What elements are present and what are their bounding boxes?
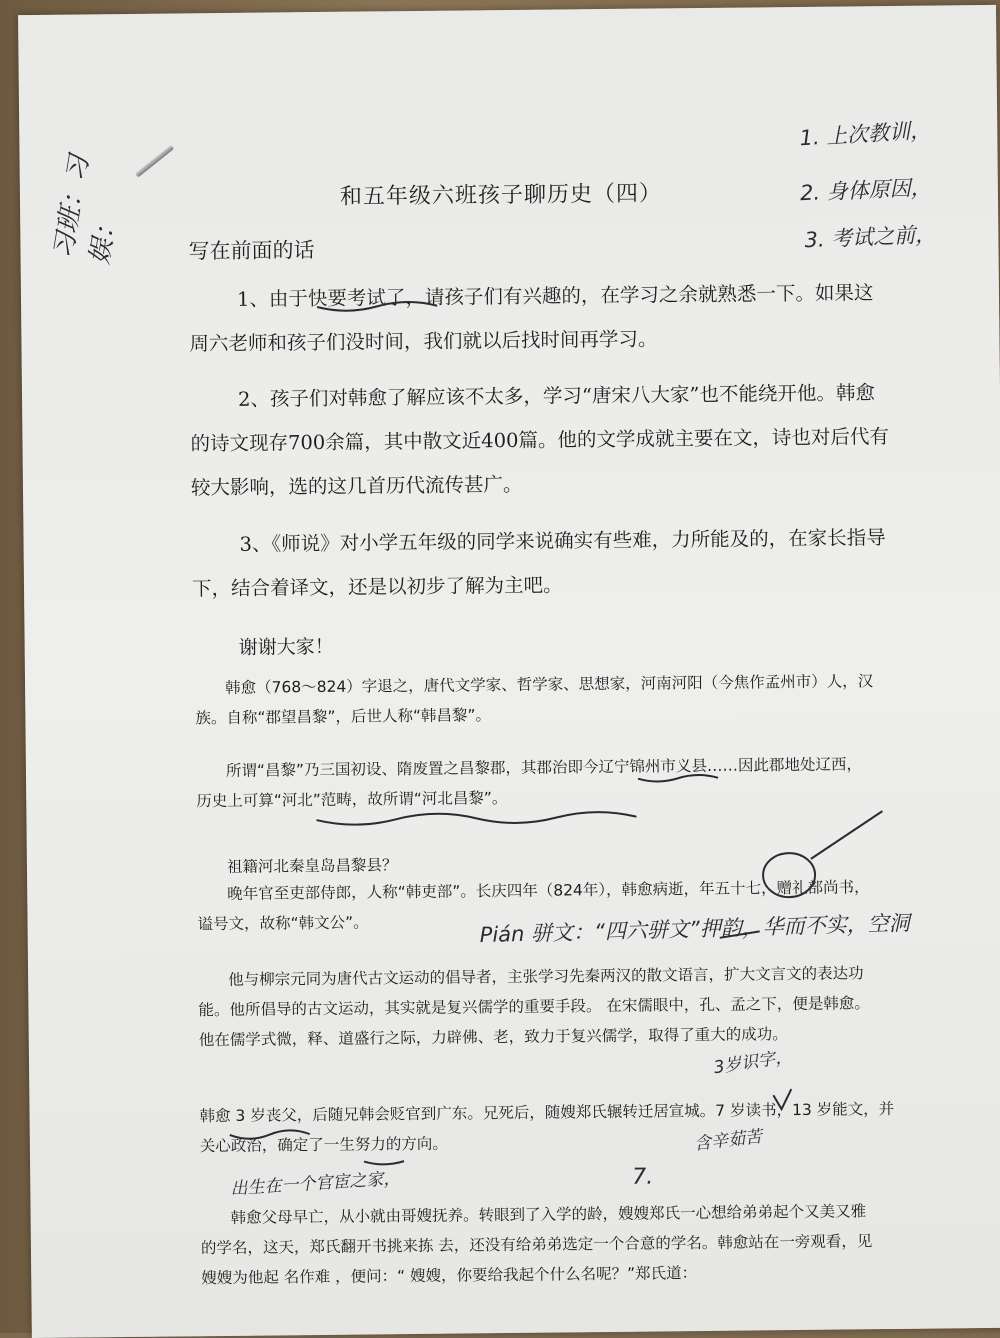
page-title: 和五年级六班孩子聊历史（四）: [339, 181, 663, 210]
underline-sanwen: [720, 931, 760, 937]
handwritten-note-1: 1. 上次教训，: [798, 118, 932, 151]
thanks-line: 谢谢大家！: [238, 635, 334, 659]
bio-paragraph-4: 晚年官至吏部侍郎，人称“韩吏部”。长庆四年（824年），韩愈病逝，年五十七，赠礼部尚书，谥号文，故称“韩文公”。: [197, 878, 870, 934]
circle-age: [763, 853, 815, 898]
check-mark: [773, 1089, 791, 1109]
bio-paragraph-3: 祖籍河北秦皇岛昌黎县？: [226, 856, 398, 876]
intro-paragraph-3: 3、《师说》对小学五年级的同学来说确实有些难，力所能及的，在家长指导下，结合着译文，还是以初步了解为主吧。: [191, 526, 886, 601]
underline-hebei: [316, 812, 636, 825]
intro-paragraph-1: 1、由于快要考试了，请孩子们有兴趣的，在学习之余就熟悉一下。如果这周六老师和孩子们没时间，我们就以后找时间再学习。: [189, 281, 874, 356]
handwritten-born-note: 出生在一个官宦之家，: [229, 1168, 401, 1200]
handwritten-note-2: 2. 身体原因，: [799, 175, 933, 206]
underline-three-age: [230, 1130, 310, 1139]
bio-paragraph-1: 韩愈（768～824）字退之，唐代文学家、哲学家、思想家，河南河阳（今焦作孟州市）人，汉族。自称“郡望昌黎”，后世人称“韩昌黎”。: [195, 672, 874, 728]
bio-paragraph-7: 韩愈父母早亡，从小就由哥嫂抚养。转眼到了入学的龄，嫂嫂郑氏一心想给弟弟起个又美又雅的学名，这天，郑氏翻开书挑来拣 去，还没有给弟弟选定一个合意的学名。韩愈站在一旁观看，见嫂嫂为他起 名作难 ，便问：“ 嫂嫂，你要给我起个什么名呢？”郑氏道：: [200, 1202, 873, 1288]
underline-exam: [317, 302, 437, 311]
bio-paragraph-5: 他与柳宗元同为唐代古文运动的倡导者，主张学习先秦两汉的散文语言，扩大文言文的表达功能。他所倡导的古文运动，其实就是复兴儒学的重要手段。 在宋儒眼中，孔、孟之下，便是韩愈。他在儒学式微，释、道盛行之际，力辟佛、老，致力于复兴儒学，取得了重大的成功。: [198, 964, 870, 1050]
pen-marks: [18, 5, 1000, 1338]
handwritten-age-note: 3岁识字，: [712, 1046, 794, 1079]
paper-sheet: [18, 5, 1000, 1338]
underline-direction: [364, 1161, 404, 1164]
section-heading: 写在前面的话: [188, 238, 315, 264]
handwritten-note-3: 3. 考试之前，: [803, 222, 937, 253]
pointer-line: [810, 811, 882, 859]
intro-paragraph-2: 2、孩子们对韩愈了解应该不太多，学习“唐宋八大家”也不能绕开他。韩愈的诗文现存700余篇，其中散文近400篇。他的文学成就主要在文，诗也对后代有较大影响，选的这几首历代流传甚广。: [190, 381, 890, 500]
handwritten-left-note: 习班：习娱：: [48, 153, 124, 267]
handwritten-pian-note: Pián 骈文：“四六骈文”押韵，华而不实，空洞: [479, 911, 911, 948]
handwritten-seven-note: 7.: [632, 1164, 654, 1190]
handwritten-hanyu-note: 含辛茹苦: [693, 1126, 764, 1155]
underline-liaoning: [638, 775, 718, 782]
bio-paragraph-6: 韩愈 3 岁丧父，后随兄韩会贬官到广东。兄死后，随嫂郑氏辗转迁居宣城。7 岁读书，13 岁能文，并关心政治，确定了一生努力的方向。: [199, 1100, 895, 1156]
bio-paragraph-2: 所谓“昌黎”乃三国初设、隋废置之昌黎郡，其郡治即今辽宁锦州市义县……因此郡地处辽西，历史上可算“河北”范畴，故所谓“河北昌黎”。: [196, 755, 863, 811]
